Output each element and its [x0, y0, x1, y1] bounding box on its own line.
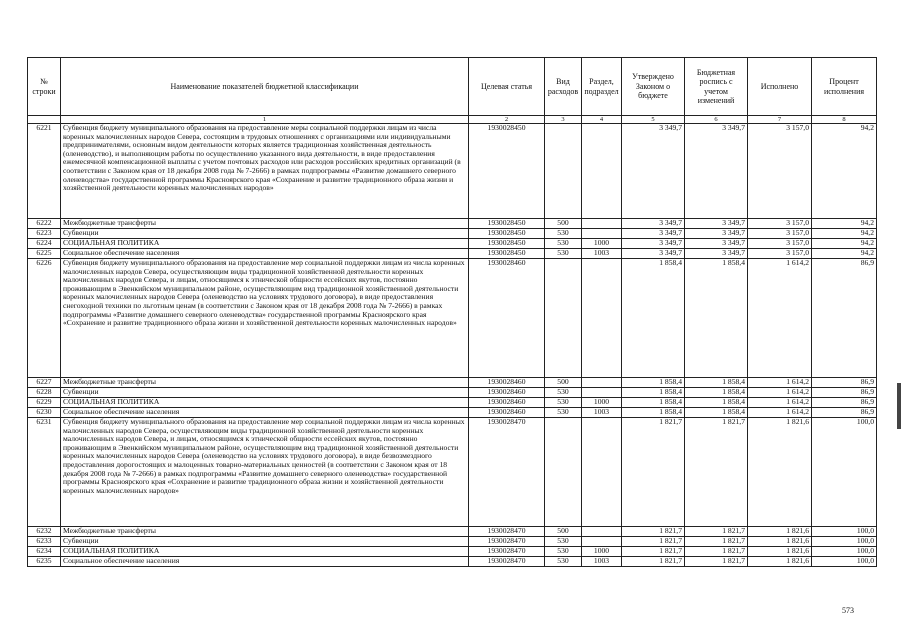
row-budget: 1 858,4: [685, 378, 748, 388]
table-row: [28, 557, 877, 567]
table-row: [28, 388, 877, 398]
row-expense-type: 530: [545, 229, 582, 239]
row-number: 6235: [28, 557, 61, 567]
row-percent: 86,9: [812, 398, 877, 408]
row-number: 6231: [28, 418, 61, 527]
row-target: 1930028460: [469, 408, 545, 418]
row-number: 6224: [28, 239, 61, 249]
row-budget: 1 858,4: [685, 398, 748, 408]
table-row: [28, 239, 877, 249]
row-expense-type: [545, 418, 582, 527]
row-name: СОЦИАЛЬНАЯ ПОЛИТИКА: [61, 398, 469, 408]
column-number: 7: [748, 116, 812, 124]
row-section: 1003: [582, 249, 622, 259]
row-percent: 94,2: [812, 249, 877, 259]
row-executed: 1 614,2: [748, 378, 812, 388]
row-expense-type: 530: [545, 398, 582, 408]
row-approved: 1 821,7: [622, 557, 685, 567]
row-section: 1000: [582, 239, 622, 249]
row-number: 6232: [28, 527, 61, 537]
header-approved: Утверждено Законом о бюджете: [622, 58, 685, 116]
row-section: [582, 388, 622, 398]
header-expense-type: Вид расходов: [545, 58, 582, 116]
row-expense-type: 500: [545, 527, 582, 537]
row-expense-type: 500: [545, 378, 582, 388]
row-target: 1930028450: [469, 124, 545, 219]
row-executed: 3 157,0: [748, 124, 812, 219]
header-target: Целевая статья: [469, 58, 545, 116]
row-name: Субвенции: [61, 537, 469, 547]
page-number: 573: [842, 606, 854, 615]
table-row: [28, 249, 877, 259]
row-number: 6233: [28, 537, 61, 547]
row-executed: 1 614,2: [748, 398, 812, 408]
row-target: 1930028460: [469, 388, 545, 398]
row-executed: 3 157,0: [748, 229, 812, 239]
column-number: 1: [61, 116, 469, 124]
table-row: [28, 537, 877, 547]
header-row: [28, 58, 877, 116]
row-expense-type: 530: [545, 547, 582, 557]
column-number: [28, 116, 61, 124]
header-row-no: № строки: [28, 58, 61, 116]
row-executed: 1 821,6: [748, 418, 812, 527]
row-approved: 3 349,7: [622, 219, 685, 229]
column-numbers-row: [28, 116, 877, 124]
table-row: [28, 398, 877, 408]
column-number: 2: [469, 116, 545, 124]
row-percent: 100,0: [812, 527, 877, 537]
row-name: Межбюджетные трансферты: [61, 378, 469, 388]
row-executed: 3 157,0: [748, 249, 812, 259]
row-percent: 94,2: [812, 219, 877, 229]
table-row: [28, 229, 877, 239]
row-section: 1003: [582, 557, 622, 567]
row-expense-type: 530: [545, 239, 582, 249]
row-budget: 1 858,4: [685, 388, 748, 398]
row-name: Межбюджетные трансферты: [61, 527, 469, 537]
row-approved: 1 821,7: [622, 537, 685, 547]
row-name: Социальное обеспечение населения: [61, 249, 469, 259]
row-percent: 100,0: [812, 537, 877, 547]
row-budget: 3 349,7: [685, 239, 748, 249]
row-approved: 1 858,4: [622, 388, 685, 398]
row-name: Субвенции: [61, 229, 469, 239]
row-percent: 86,9: [812, 259, 877, 378]
row-section: [582, 537, 622, 547]
row-percent: 94,2: [812, 229, 877, 239]
row-section: [582, 229, 622, 239]
column-number: 8: [812, 116, 877, 124]
table-row: [28, 259, 877, 378]
row-expense-type: 500: [545, 219, 582, 229]
row-percent: 100,0: [812, 547, 877, 557]
row-budget: 3 349,7: [685, 229, 748, 239]
row-percent: 94,2: [812, 239, 877, 249]
budget-table: [27, 57, 877, 567]
row-name: Субвенция бюджету муниципального образования на предоставление мер социальной поддержки лицам из числа коренных малочисленных народов Севера, осуществляющим виды традиционной хозяйственной деятельности коренных малочисленных народов Севера, и лицам, относящимся к этнической общности ессейских якутов, постоянно проживающим в Эвенкийском муниципальном районе, осуществляющим вид традиционной хозяйственной деятельности коренных малочисленных народов Севера (оленеводство на условиях трудового договора), в виде безвозмездного предоставления дорогостоящих и малоценных товарно-материальных ценностей (в соответствии с Законом края от 18 декабря 2008 года № 7-2666) в рамках подпрограммы «Развитие домашнего северного оленеводства» государственной программы Красноярского края «Сохранение и развитие традиционного образа жизни и хозяйственной деятельности коренных малочисленных народов»: [61, 418, 469, 527]
row-target: 1930028460: [469, 259, 545, 378]
row-number: 6230: [28, 408, 61, 418]
header-budget: Бюджетная роспись с учетом изменений: [685, 58, 748, 116]
row-percent: 86,9: [812, 388, 877, 398]
row-executed: 1 614,2: [748, 388, 812, 398]
row-expense-type: 530: [545, 557, 582, 567]
row-executed: 1 614,2: [748, 408, 812, 418]
row-budget: 1 821,7: [685, 537, 748, 547]
row-section: [582, 124, 622, 219]
row-name: Субвенции: [61, 388, 469, 398]
header-percent: Процент исполнения: [812, 58, 877, 116]
row-budget: 1 821,7: [685, 557, 748, 567]
row-number: 6221: [28, 124, 61, 219]
column-number: 5: [622, 116, 685, 124]
row-budget: 1 821,7: [685, 418, 748, 527]
row-approved: 1 821,7: [622, 418, 685, 527]
row-section: [582, 219, 622, 229]
header-name: Наименование показателей бюджетной классификации: [61, 58, 469, 116]
row-executed: 3 157,0: [748, 219, 812, 229]
row-budget: 1 821,7: [685, 527, 748, 537]
row-name: Субвенция бюджету муниципального образования на предоставление меры социальной поддержки лицам из числа коренных малочисленных народов Севера, состоящим в трудовых отношениях с организациями или индивидуальными предпринимателями, основным видом деятельности которых является традиционная хозяйственная деятельность (оленеводство), и выполняющим работы по осуществлению указанного вида деятельности, в виде предоставления ежемесячной компенсационной выплаты с учетом почтовых расходов или расходов российских кредитных организаций (в соответствии с Законом края от 18 декабря 2008 года № 7-2666) в рамках подпрограммы «Развитие домашнего северного оленеводства» государственной программы Красноярского края «Сохранение и развитие традиционного образа жизни и хозяйственной деятельности коренных малочисленных народов»: [61, 124, 469, 219]
row-executed: 1 821,6: [748, 527, 812, 537]
row-number: 6227: [28, 378, 61, 388]
row-target: 1930028460: [469, 398, 545, 408]
row-section: [582, 259, 622, 378]
row-executed: 1 821,6: [748, 547, 812, 557]
table-row: [28, 378, 877, 388]
row-target: 1930028470: [469, 418, 545, 527]
row-budget: 1 858,4: [685, 259, 748, 378]
row-approved: 1 858,4: [622, 378, 685, 388]
row-percent: 94,2: [812, 124, 877, 219]
row-number: 6222: [28, 219, 61, 229]
table-row: [28, 547, 877, 557]
row-section: 1000: [582, 398, 622, 408]
row-budget: 3 349,7: [685, 219, 748, 229]
row-budget: 1 858,4: [685, 408, 748, 418]
row-approved: 3 349,7: [622, 249, 685, 259]
row-target: 1930028460: [469, 378, 545, 388]
row-budget: 3 349,7: [685, 124, 748, 219]
table-body: [28, 124, 877, 567]
row-executed: 1 821,6: [748, 537, 812, 547]
row-number: 6234: [28, 547, 61, 557]
row-number: 6229: [28, 398, 61, 408]
page-edge-mark: [897, 383, 901, 429]
row-section: [582, 418, 622, 527]
row-section: 1003: [582, 408, 622, 418]
row-executed: 1 614,2: [748, 259, 812, 378]
row-number: 6228: [28, 388, 61, 398]
row-executed: 3 157,0: [748, 239, 812, 249]
row-budget: 3 349,7: [685, 249, 748, 259]
header-executed: Исполнено: [748, 58, 812, 116]
column-number: 4: [582, 116, 622, 124]
row-percent: 100,0: [812, 418, 877, 527]
row-target: 1930028450: [469, 249, 545, 259]
row-target: 1930028470: [469, 557, 545, 567]
row-name: СОЦИАЛЬНАЯ ПОЛИТИКА: [61, 239, 469, 249]
table-row: [28, 408, 877, 418]
row-name: Социальное обеспечение населения: [61, 408, 469, 418]
row-executed: 1 821,6: [748, 557, 812, 567]
row-approved: 1 858,4: [622, 408, 685, 418]
row-number: 6225: [28, 249, 61, 259]
row-name: Субвенция бюджету муниципального образования на предоставление мер социальной поддержки лицам из числа коренных малочисленных народов Севера, осуществляющим виды традиционной хозяйственной деятельности коренных малочисленных народов Севера, и лицам, относящимся к этнической общности ессейских якутов, постоянно проживающим в Эвенкийском муниципальном районе, осуществляющим вид традиционной хозяйственной деятельности коренных малочисленных народов Севера (оленеводство на условиях трудового договора), в виде предоставления снегоходной техники по льготным ценам (в соответствии с Законом края от 18 декабря 2008 года № 7-2666) в рамках подпрограммы «Развитие домашнего северного оленеводства» государственной программы Красноярского края «Сохранение и развитие традиционного образа жизни и хозяйственной деятельности коренных малочисленных народов»: [61, 259, 469, 378]
row-section: 1000: [582, 547, 622, 557]
column-number: 3: [545, 116, 582, 124]
row-approved: 1 858,4: [622, 259, 685, 378]
row-budget: 1 821,7: [685, 547, 748, 557]
header-section: Раздел, подраздел: [582, 58, 622, 116]
row-expense-type: [545, 124, 582, 219]
row-target: 1930028470: [469, 547, 545, 557]
row-percent: 100,0: [812, 557, 877, 567]
row-expense-type: 530: [545, 537, 582, 547]
table-row: [28, 527, 877, 537]
row-number: 6223: [28, 229, 61, 239]
row-name: СОЦИАЛЬНАЯ ПОЛИТИКА: [61, 547, 469, 557]
row-expense-type: [545, 259, 582, 378]
table-row: [28, 219, 877, 229]
row-approved: 3 349,7: [622, 229, 685, 239]
row-percent: 86,9: [812, 408, 877, 418]
row-percent: 86,9: [812, 378, 877, 388]
row-approved: 3 349,7: [622, 239, 685, 249]
row-number: 6226: [28, 259, 61, 378]
row-approved: 1 821,7: [622, 527, 685, 537]
table-row: [28, 418, 877, 527]
row-name: Межбюджетные трансферты: [61, 219, 469, 229]
row-target: 1930028450: [469, 239, 545, 249]
row-target: 1930028450: [469, 229, 545, 239]
budget-sheet: [27, 57, 876, 567]
row-approved: 1 821,7: [622, 547, 685, 557]
row-target: 1930028470: [469, 537, 545, 547]
row-expense-type: 530: [545, 408, 582, 418]
row-section: [582, 527, 622, 537]
row-section: [582, 378, 622, 388]
row-approved: 1 858,4: [622, 398, 685, 408]
row-name: Социальное обеспечение населения: [61, 557, 469, 567]
row-target: 1930028470: [469, 527, 545, 537]
column-number: 6: [685, 116, 748, 124]
row-expense-type: 530: [545, 388, 582, 398]
row-approved: 3 349,7: [622, 124, 685, 219]
table-row: [28, 124, 877, 219]
row-target: 1930028450: [469, 219, 545, 229]
row-expense-type: 530: [545, 249, 582, 259]
